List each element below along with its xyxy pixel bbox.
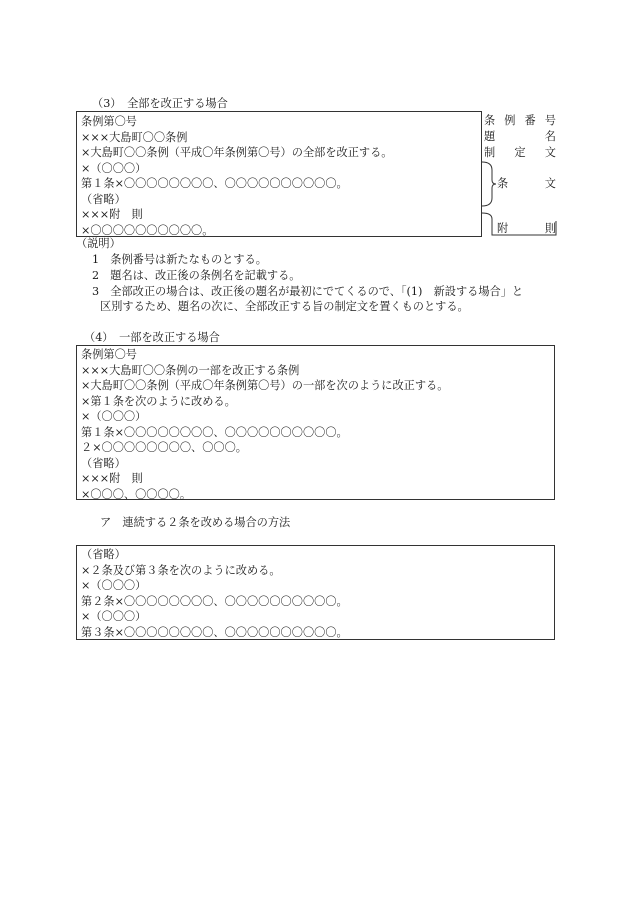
side-label-ordinance-number [484,113,556,129]
example-line: 条例第〇号 [81,348,137,361]
side-char: 条 [484,114,496,127]
example-line: 条例第〇号 [81,115,137,128]
example-line: （省略） [81,548,126,561]
side-char: 例 [504,114,516,127]
explanation-item-continuation: 区別するため、題名の次に、全部改正する旨の制定文を置くものとする。 [100,300,469,313]
example-line: ×××大島町〇〇条例の一部を改正する条例 [81,363,300,377]
example-line: 第１条×〇〇〇〇〇〇〇〇、〇〇〇〇〇〇〇〇〇〇。 [81,425,348,439]
side-char: 文 [544,177,556,190]
example-line: ×大島町〇〇条例（平成〇年条例第〇号）の全部を改正する。 [81,146,393,159]
supplementary-bracket [480,211,560,237]
example-line: ×大島町〇〇条例（平成〇年条例第〇号）の一部を次のように改正する。 [81,379,449,392]
example-line: ×〇〇〇〇〇〇〇〇〇〇。 [81,223,214,237]
side-char: 則 [544,222,556,235]
side-label-articles [497,176,556,192]
example-line: ×（〇〇〇） [81,610,147,623]
explanation-item: 2 題名は、改正後の条例名を記載する。 [92,269,301,282]
side-label-enactment [484,145,556,161]
subsection-a-heading: ア 連続する２条を改める場合の方法 [100,516,291,529]
example-line: ×第１条を次のように改める。 [81,394,236,408]
example-line: 第１条×〇〇〇〇〇〇〇〇、〇〇〇〇〇〇〇〇〇〇。 [81,177,348,190]
example-line: ２×〇〇〇〇〇〇〇〇、〇〇〇。 [81,441,247,454]
example-line: ×××附 則 [81,208,143,221]
side-char: 制 [484,146,496,159]
side-char: 番 [524,114,536,127]
section3-heading: （3） 全部を改正する場合 [92,97,228,110]
example-line: ×〇〇〇、〇〇〇〇。 [81,487,192,501]
side-char: 附 [497,222,509,235]
example-line: 第３条×〇〇〇〇〇〇〇〇、〇〇〇〇〇〇〇〇〇〇。 [81,625,348,639]
example-line: ×（〇〇〇） [81,579,147,592]
side-char: 題 [484,130,496,143]
example-line: ×（〇〇〇） [81,410,147,423]
example-line: ×××附 則 [81,472,143,485]
example-line: 第２条×〇〇〇〇〇〇〇〇、〇〇〇〇〇〇〇〇〇〇。 [81,594,348,608]
example-line: ×（〇〇〇） [81,161,147,175]
section4-example-box [76,345,555,500]
subsection-a-example-box [76,545,555,640]
example-line: ×２条及び第３条を次のように改める。 [81,563,281,577]
section4-heading: （4） 一部を改正する場合 [84,331,220,344]
explanation-item: 1 条例番号は新たなものとする。 [92,253,267,266]
side-char: 名 [544,130,556,143]
side-char: 条 [497,177,509,190]
explanation-heading: （説明） [76,237,121,250]
side-char: 定 [514,146,526,159]
example-line: （省略） [81,192,126,206]
side-char: 号 [544,114,556,127]
articles-bracket [480,160,500,208]
side-char: 文 [544,146,556,159]
section3-example-box [76,111,482,237]
example-line: ×××大島町〇〇条例 [81,130,188,144]
side-label-title [484,129,556,145]
explanation-item: 3 全部改正の場合は、改正後の題名が最初にでてくるので、「(1) 新設する場合」と [92,285,524,298]
example-line: （省略） [81,456,126,470]
